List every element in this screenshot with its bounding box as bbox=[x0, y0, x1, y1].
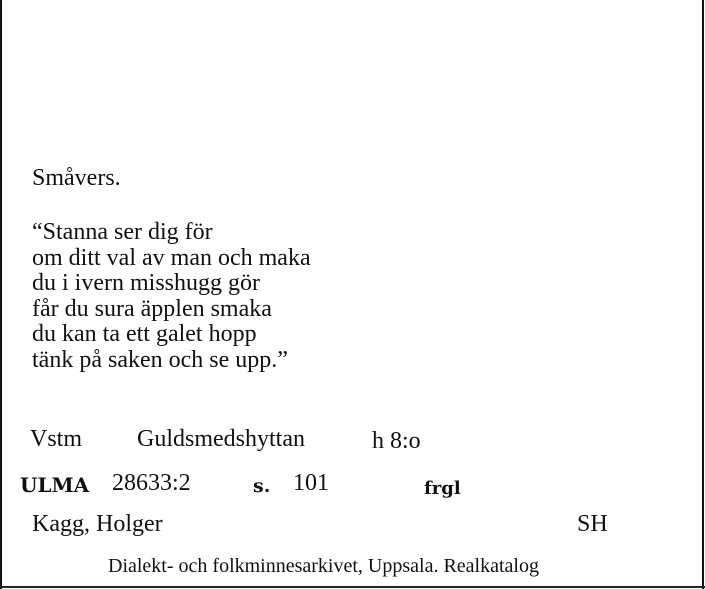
archive-footer: Dialekt- och folkminnesarkivet, Uppsala. Realkatalog bbox=[108, 555, 539, 577]
province-code: Vstm bbox=[30, 426, 83, 452]
card-right-border bbox=[702, 0, 704, 589]
informant-name: Kagg, Holger bbox=[32, 511, 163, 537]
card-bottom-border bbox=[0, 586, 705, 588]
poem-line: tänk på saken och se upp.” bbox=[32, 346, 288, 373]
poem-line: om ditt val av man och maka bbox=[32, 244, 311, 271]
poem-line: får du sura äpplen smaka bbox=[32, 295, 272, 322]
poem-line: du kan ta ett galet hopp bbox=[32, 321, 257, 347]
card-left-border bbox=[0, 0, 2, 589]
card-title: Småvers. bbox=[32, 165, 121, 191]
place-name: Guldsmedshyttan bbox=[137, 426, 305, 452]
accession-number: 28633:2 bbox=[112, 470, 191, 496]
page-prefix: s. bbox=[253, 475, 271, 497]
recorder-initials: SH bbox=[577, 511, 608, 537]
poem-line: “Stanna ser dig för bbox=[32, 219, 213, 245]
poem bbox=[32, 220, 311, 373]
category-code: frgl bbox=[424, 478, 461, 499]
page-number: 101 bbox=[293, 470, 329, 496]
poem-line: du i ivern misshugg gör bbox=[32, 270, 260, 296]
parish-code: h 8:o bbox=[372, 428, 421, 454]
archive-code: ULMA bbox=[20, 473, 90, 497]
